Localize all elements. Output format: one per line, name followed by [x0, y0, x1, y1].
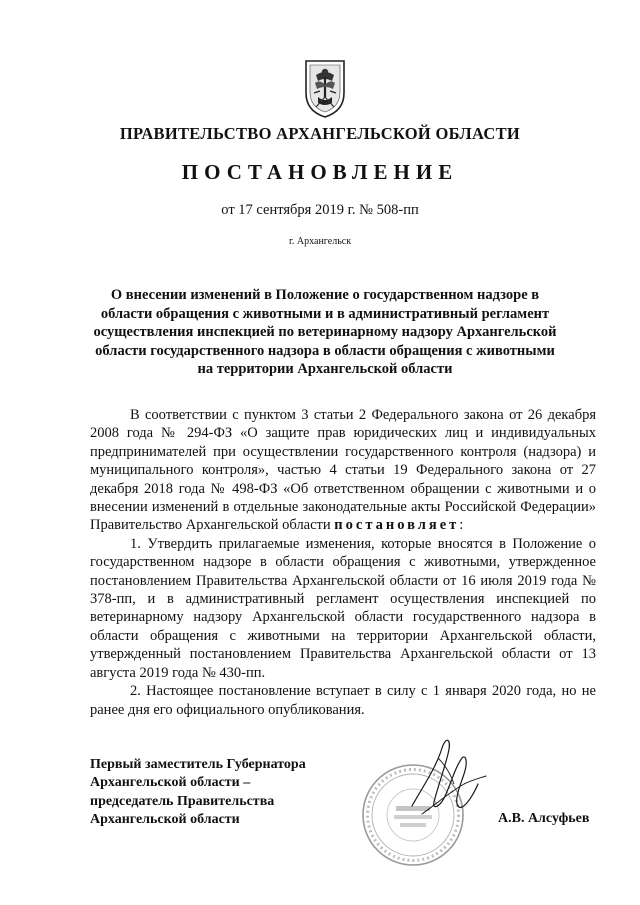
signatory-title-line-3: председатель Правительства: [90, 793, 275, 809]
preamble-paragraph: [90, 406, 596, 535]
item-1-paragraph: 1. Утвердить прилагаемые изменения, которые вносятся в Положение о государственном надзоре в области обращения с животными, утвержденное постановлением Правительства Архангельской области от 16 июля 2019 года № 378-пп, и в административный регламент осуществления инспекцией по ветеринарному надзору Архангельской области государственного надзора в области обращения с животными на территории Архангельской области, утвержденный постановлением Правительства Архангельской области от 13 августа 2019 года № 430-пп.: [90, 535, 596, 681]
document-city: г. Архангельск: [288, 236, 352, 247]
document-date-number: от 17 сентября 2019 г. № 508-пп: [221, 202, 419, 218]
coat-of-arms-icon: [302, 57, 348, 119]
signatory-title-line-4: Архангельской области: [90, 812, 240, 828]
document-body: [90, 406, 596, 719]
document-type-title: ПОСТАНОВЛЕНИЕ: [181, 160, 459, 184]
item-2-paragraph: 2. Настоящее постановление вступает в силу с 1 января 2020 года, но не ранее дня его официального опубликования.: [90, 683, 596, 718]
signatory-name: А.В. Алсуфьев: [498, 811, 590, 826]
handwritten-signature-icon: [392, 728, 502, 838]
document-subject: О внесении изменений в Положение о государственном надзоре в области обращения с животными и в административный регламент осуществления инспекцией по ветеринарному надзору Архангельской области государственного надзора в области обращения с животными на территории Архангельской области: [93, 287, 557, 377]
preamble-text: В соответствии с пунктом 3 статьи 2 Федерального закона от 26 декабря 2008 года № 294-ФЗ «О защите прав юридических лиц и индивидуальных предпринимателей при осуществлении государственного контроля (надзора) и муниципального контроля», частью 4 статьи 19 Федерального закона от 27 декабря 2018 года № 498-ФЗ «Об ответственном обращении с животными и о внесении изменений в отдельные законодательные акты Российской Федерации» Правительство Архангельской области: [90, 407, 596, 534]
signatory-title-line-1: Первый заместитель Губернатора: [90, 757, 306, 772]
signatory-title: [90, 756, 306, 830]
resolves-suffix: :: [459, 517, 464, 534]
government-title: ПРАВИТЕЛЬСТВО АРХАНГЕЛЬСКОЙ ОБЛАСТИ: [119, 124, 521, 143]
resolves-word: постановляет: [334, 517, 460, 534]
signatory-title-line-2: Архангельской области –: [90, 775, 251, 791]
